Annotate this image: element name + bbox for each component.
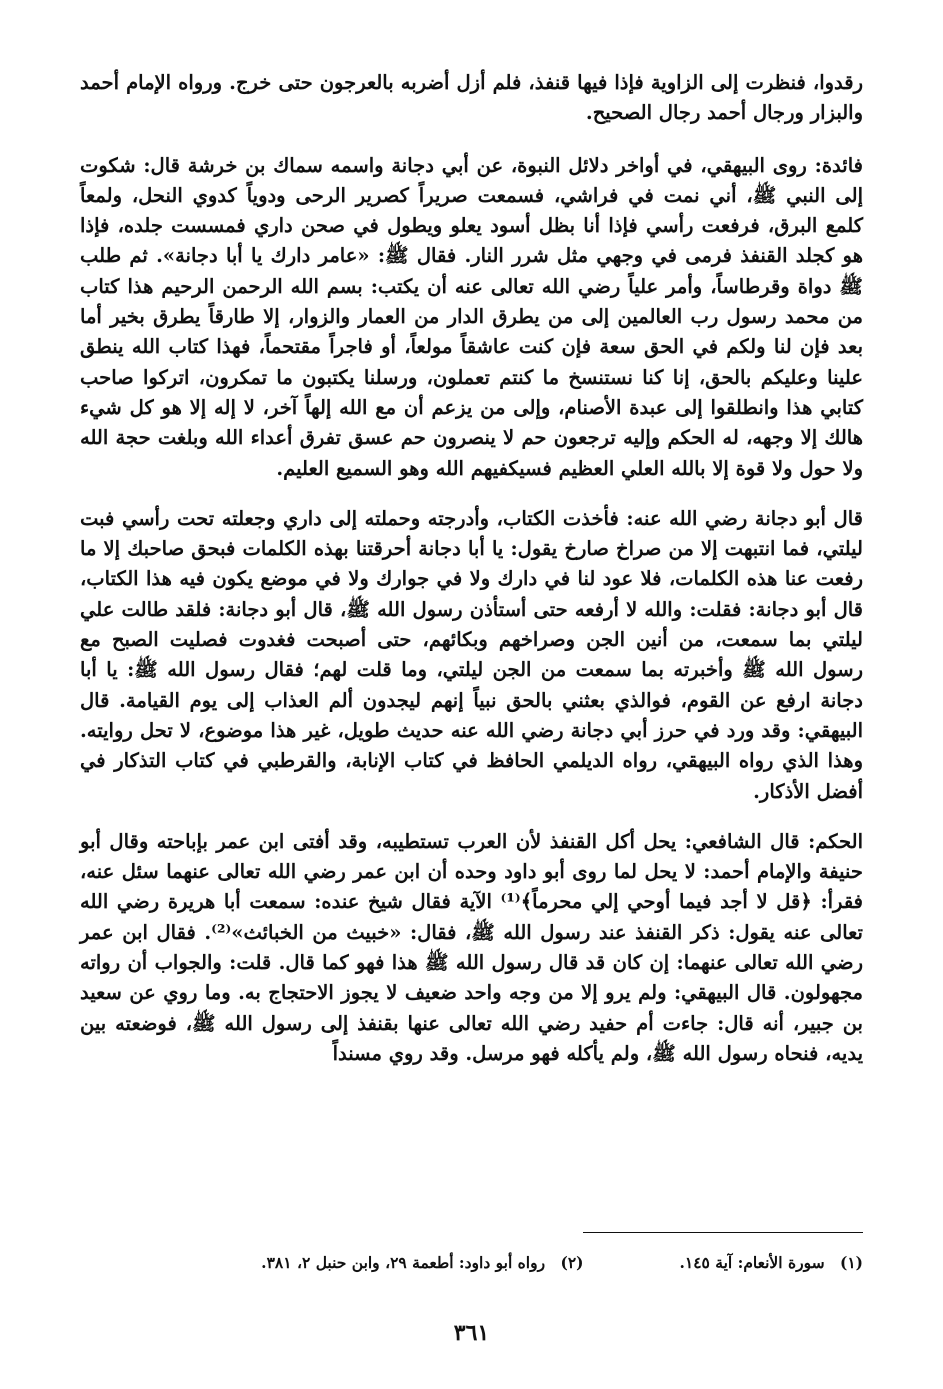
- page-body: [80, 68, 863, 1069]
- footnote-divider: [583, 1232, 863, 1233]
- footnotes: [80, 1252, 863, 1274]
- footnote-1-number: (١): [839, 1253, 863, 1272]
- footnote-2-number: (٢): [560, 1253, 584, 1272]
- paragraph-ruling: الحكم: قال الشافعي: يحل أكل القنفذ لأن العرب تستطيبه، وقد أفتى ابن عمر بإباحته وقال أبو حنيفة والإمام أحمد: لا يحل لما روى أبو داود وحده أن ابن عمر رضي الله تعالى عنهما سئل عنه، فقرأ: ﴿قل لا أجد فيما أوحي إلي محرماً﴾⁽¹⁾ الآية فقال شيخ عنده: سمعت أبا هريرة رضي الله تعالى عنه يقول: ذكر القنفذ عند رسول الله ﷺ، فقال: «خبيث من الخبائث»⁽²⁾. فقال ابن عمر رضي الله تعالى عنهما: إن كان قد قال رسول الله ﷺ هذا فهو كما قال. قلت: والجواب أن رواته مجهولون. قال البيهقي: ولم يرو إلا من وجه واحد ضعيف لا يجوز الاحتجاج به. وما روي عن سعيد بن جبير، أنه قال: جاءت أم حفيد رضي الله تعالى عنها بقنفذ إلى رسول الله ﷺ، فوضعته بين يديه، فنحاه رسول الله ﷺ، ولم يأكله فهو مرسل. وقد روي مسنداً: [80, 829, 864, 1065]
- footnote-2-text: رواه أبو داود: أطعمة ٢٩، وابن حنبل ٢، ٣٨١.: [261, 1253, 546, 1272]
- paragraph-hadith-ending: رقدوا، فنظرت إلى الزاوية فإذا فيها قنفذ، فلم أزل أضربه بالعرجون حتى خرج. ورواه الإمام أحمد والبزار ورجال أحمد رجال الصحيح.: [80, 71, 863, 125]
- paragraph-benefit-abu-dujana: فائدة: روى البيهقي، في أواخر دلائل النبوة، عن أبي دجانة واسمه سماك بن خرشة قال: شكوت إلى النبي ﷺ، أني نمت في فراشي، فسمعت صريراً كصرير الرحى ودوياً كدوي النحل، ولمعاً كلمع البرق، فرفعت رأسي فإذا أنا بظل أسود يعلو ويطول في صحن داري فمسست جلده، فإذا هو كجلد القنفذ فرمى في وجهي مثل شرر النار. فقال ﷺ: «عامر دارك يا أبا دجانة». ثم طلب ﷺ دواة وقرطاساً، وأمر علياً رضي الله تعالى عنه أن يكتب: بسم الله الرحمن الرحيم هذا كتاب من محمد رسول رب العالمين إلى من يطرق الدار من العمار والزوار، إلا طارقاً يطرق بخير أما بعد فإن لنا ولكم في الحق سعة فإن كنت عاشقاً مولعاً، أو فاجراً مقتحماً، فهذا كتاب الله ينطق علينا وعليكم بالحق، إنا كنا نستنسخ ما كنتم تعملون، ورسلنا يكتبون ما تمكرون، اتركوا صاحب كتابي هذا وانطلقوا إلى عبدة الأصنام، وإلى من يزعم أن مع الله إلهاً آخر، لا إله إلا هو كل شيء هالك إلا وجهه، له الحكم وإليه ترجعون حم لا ينصرون حم عسق تفرق أعداء الله وبلغت حجة الله ولا حول ولا قوة إلا بالله العلي العظيم فسيكفيهم الله وهو السميع العليم.: [80, 153, 863, 480]
- footnote-2: [261, 1252, 583, 1274]
- footnote-1-text: سورة الأنعام: آية ١٤٥.: [679, 1253, 825, 1272]
- footnote-1: [679, 1252, 863, 1274]
- paragraph-abu-dujana-narration: قال أبو دجانة رضي الله عنه: فأخذت الكتاب، وأدرجته وحملته إلى داري وجعلته تحت رأسي فبت ليلتي، فما انتبهت إلا من صراخ صارخ يقول: يا أبا دجانة أحرقتنا بهذه الكلمات فبحق صاحبك إلا ما رفعت عنا هذه الكلمات، فلا عود لنا في دارك ولا في جوارك ولا في موضع يكون فيه هذا الكتاب، قال أبو دجانة: فقلت: والله لا أرفعه حتى أستأذن رسول الله ﷺ، قال أبو دجانة: فلقد طالت علي ليلتي بما سمعت، من أنين الجن وصراخهم وبكائهم، حتى أصبحت فغدوت فصليت الصبح مع رسول الله ﷺ وأخبرته بما سمعت من الجن ليلتي، وما قلت لهم؛ فقال رسول الله ﷺ: يا أبا دجانة ارفع عن القوم، فوالذي بعثني بالحق نبياً إنهم ليجدون ألم العذاب إلى يوم القيامة. قال البيهقي: وقد ورد في حرز أبي دجانة رضي الله عنه حديث طويل، غير هذا موضوع، لا تحل روايته. وهذا الذي رواه البيهقي، رواه الديلمي الحافظ في كتاب الإنابة، والقرطبي في كتاب التذكار في أفضل الأذكار.: [80, 506, 863, 803]
- page-number: ٣٦١: [453, 1320, 490, 1346]
